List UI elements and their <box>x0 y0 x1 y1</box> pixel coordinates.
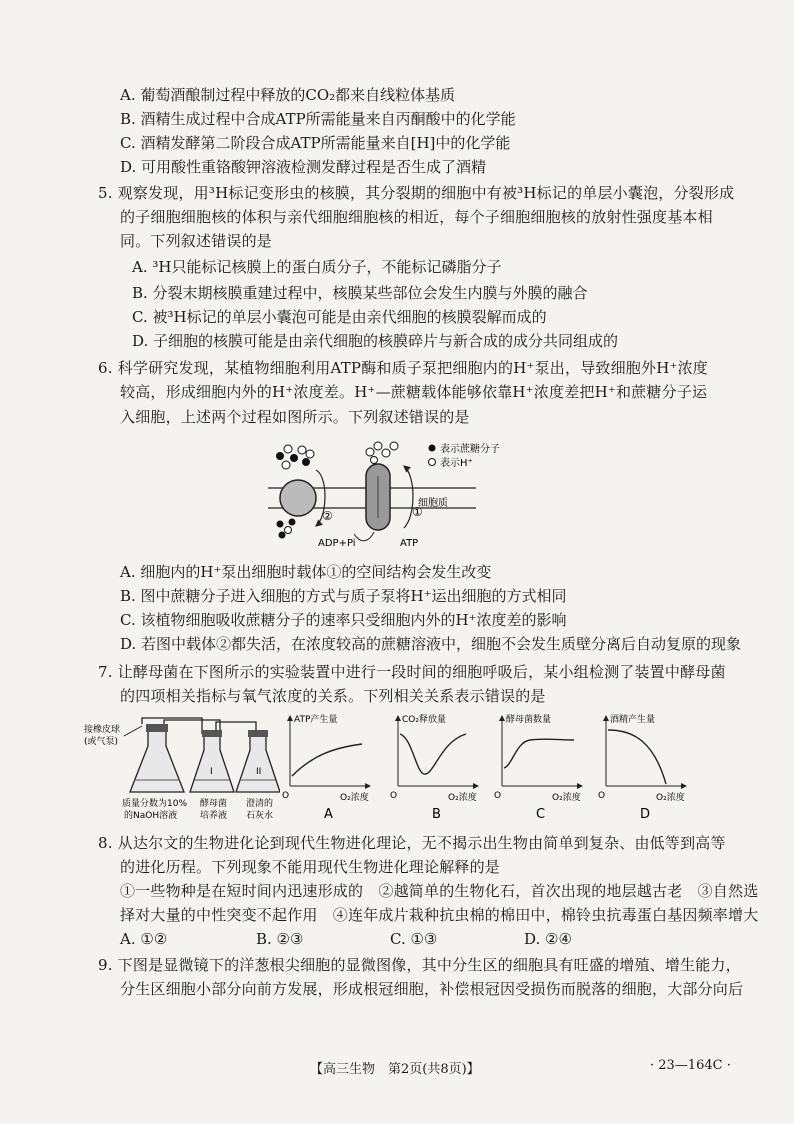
q8-stem-line-4: 择对大量的中性突变不起作用 ④连年成片栽种抗虫棉的棉田中，棉铃虫抗毒蛋白基因频率增大 <box>120 906 759 924</box>
q4-option-b: B. 酒精生成过程中合成ATP所需能量来自丙酮酸中的化学能 <box>120 110 516 128</box>
legend-h: 表示H⁺ <box>440 458 473 469</box>
svg-text:酵母菌数量: 酵母菌数量 <box>506 715 552 725</box>
svg-text:C: C <box>536 807 546 822</box>
legend-sucrose: 表示蔗糖分子 <box>440 444 500 455</box>
q6-stem-line-3: 入细胞，上述两个过程如图所示。下列叙述错误的是 <box>120 408 470 426</box>
graph-a <box>282 713 370 822</box>
q6-option-b: B. 图中蔗糖分子进入细胞的方式与质子泵将H⁺运出细胞的方式相同 <box>120 587 567 605</box>
pump-label-2: (或气泵) <box>84 737 119 747</box>
legend-sucrose-icon <box>429 445 436 452</box>
pump-label: 接橡皮球 <box>84 725 121 735</box>
label-carrier-2: ② <box>322 509 333 523</box>
svg-text:CO₂释放量: CO₂释放量 <box>402 715 446 725</box>
q7-apparatus-figure <box>84 714 280 824</box>
q7-stem-line-2: 的四项相关指标与氧气浓度的关系。下列相关关系表示错误的是 <box>120 687 546 705</box>
q4-option-d: D. 可用酸性重铬酸钾溶液检测发酵过程是否生成了酒精 <box>120 158 487 176</box>
q9-stem-line-1: 9. 下图是显微镜下的洋葱根尖细胞的显微图像，其中分生区的细胞具有旺盛的增殖、增生能力， <box>98 956 741 974</box>
curve-a <box>292 744 362 776</box>
svg-text:O₂浓度: O₂浓度 <box>448 793 477 803</box>
q5-option-c: C. 被³H标记的单层小囊泡可能是由亲代细胞的核膜裂解而成的 <box>132 308 547 326</box>
q6-option-d: D. 若图中载体②都失活，在浓度较高的蔗糖溶液中，细胞不会发生质壁分离后自动复原的现象 <box>120 635 742 653</box>
roman-1: I <box>210 767 213 777</box>
flask3-label: 澄清的 <box>246 799 274 809</box>
svg-text:O₂浓度: O₂浓度 <box>340 793 369 803</box>
q5-stem-line-1: 5. 观察发现，用³H标记变形虫的核膜，其分裂期的细胞中有被³H标记的单层小囊泡，分裂形成 <box>98 184 735 202</box>
q8-stem-line-2: 的进化历程。下列现象不能用现代生物进化理论解释的是 <box>120 858 501 876</box>
svg-text:A: A <box>324 807 333 822</box>
q8-option-d: D. ②④ <box>524 930 572 948</box>
curve-b <box>400 734 466 774</box>
q4-option-c: C. 酒精发酵第二阶段合成ATP所需能量来自[H]中的化学能 <box>120 134 511 152</box>
carrier-2 <box>280 480 316 516</box>
graph-b <box>390 713 478 822</box>
label-atp: ATP <box>400 538 419 549</box>
q6-stem-line-2: 较高，形成细胞内外的H⁺浓度差。H⁺—蔗糖载体能够依靠H⁺浓度差把H⁺和蔗糖分子运 <box>120 383 708 401</box>
flask1-label-b: 的NaOH溶液 <box>124 811 178 821</box>
svg-text:D: D <box>640 807 651 822</box>
q5-option-a: A. ³H只能标记核膜上的蛋白质分子，不能标记磷脂分子 <box>132 258 502 276</box>
q6-membrane-figure <box>258 436 558 554</box>
q7-stem-line-1: 7. 让酵母菌在下图所示的实验装置中进行一段时间的细胞呼吸后，某小组检测了装置中酵母菌 <box>98 663 726 681</box>
q6-option-c: C. 该植物细胞吸收蔗糖分子的速率只受细胞内外的H⁺浓度差的影响 <box>120 611 567 629</box>
curve-d <box>608 730 666 784</box>
flask2-label-b: 培养液 <box>200 811 228 821</box>
svg-text:O₂浓度: O₂浓度 <box>656 793 685 803</box>
q5-option-d: D. 子细胞的核膜可能是由亲代细胞的核膜碎片与新合成的成分共同组成的 <box>132 332 619 350</box>
svg-text:O₂浓度: O₂浓度 <box>552 793 581 803</box>
legend-h-icon <box>429 459 436 466</box>
svg-text:B: B <box>432 807 441 822</box>
roman-2: II <box>256 767 262 777</box>
q8-stem-line-3: ①一些物种是在短时间内迅速形成的 ②越简单的生物化石，首次出现的地层越古老 ③自然选 <box>120 882 759 900</box>
graph-c <box>494 713 582 822</box>
q8-stem-line-1: 8. 从达尔文的生物进化论到现代生物进化理论，无不揭示出生物由简单到复杂、由低等到高等 <box>98 834 726 852</box>
curve-c <box>504 739 574 768</box>
flask-limewater <box>236 734 280 792</box>
label-adp: ADP+Pi <box>318 538 356 549</box>
q6-stem-line-1: 6. 科学研究发现，某植物细胞利用ATP酶和质子泵把细胞内的H⁺泵出，导致细胞外H⁺浓度 <box>98 359 708 377</box>
footer-right: · 23—164C · <box>650 1058 731 1073</box>
q9-stem-line-2: 分生区细胞小部分向前方发展，形成根冠细胞，补偿根冠因受损伤而脱落的细胞，大部分向后 <box>120 980 744 998</box>
flask-yeast <box>190 734 234 792</box>
footer-center: 【高三生物 第2页(共8页)】 <box>310 1062 480 1077</box>
q7-graphs <box>282 712 702 824</box>
label-pump-1: ① <box>412 505 423 519</box>
svg-text:酒精产生量: 酒精产生量 <box>610 715 656 725</box>
sucrose-cluster-inside <box>277 519 296 539</box>
svg-text:ATP产生量: ATP产生量 <box>294 715 338 725</box>
q8-option-c: C. ①③ <box>390 930 438 948</box>
svg-text:O: O <box>282 791 290 801</box>
flask2-label: 酵母菌 <box>200 799 228 809</box>
svg-text:O: O <box>494 791 502 801</box>
svg-text:O: O <box>390 791 398 801</box>
q8-option-b: B. ②③ <box>256 930 304 948</box>
flask3-label-b: 石灰水 <box>246 811 274 821</box>
q4-option-a: A. 葡萄酒酿制过程中释放的CO₂都来自线粒体基质 <box>120 86 456 104</box>
q6-option-a: A. 细胞内的H⁺泵出细胞时载体①的空间结构会发生改变 <box>120 563 492 581</box>
flask-naoh <box>130 728 184 792</box>
sucrose-cluster-outside <box>276 445 314 469</box>
h-cluster-outside <box>366 442 398 464</box>
graph-d <box>598 713 686 822</box>
q5-stem-line-2: 的子细胞细胞核的体积与亲代细胞细胞核的相近，每个子细胞细胞核的放射性强度基本相 <box>120 208 713 226</box>
svg-text:O: O <box>598 791 606 801</box>
q5-option-b: B. 分裂末期核膜重建过程中，核膜某些部位会发生内膜与外膜的融合 <box>132 284 588 302</box>
q8-option-a: A. ①② <box>120 930 168 948</box>
flask1-label: 质量分数为10% <box>122 799 188 809</box>
q5-stem-line-3: 同。下列叙述错误的是 <box>120 232 273 250</box>
label-cytoplasm: 细胞质 <box>418 498 448 509</box>
